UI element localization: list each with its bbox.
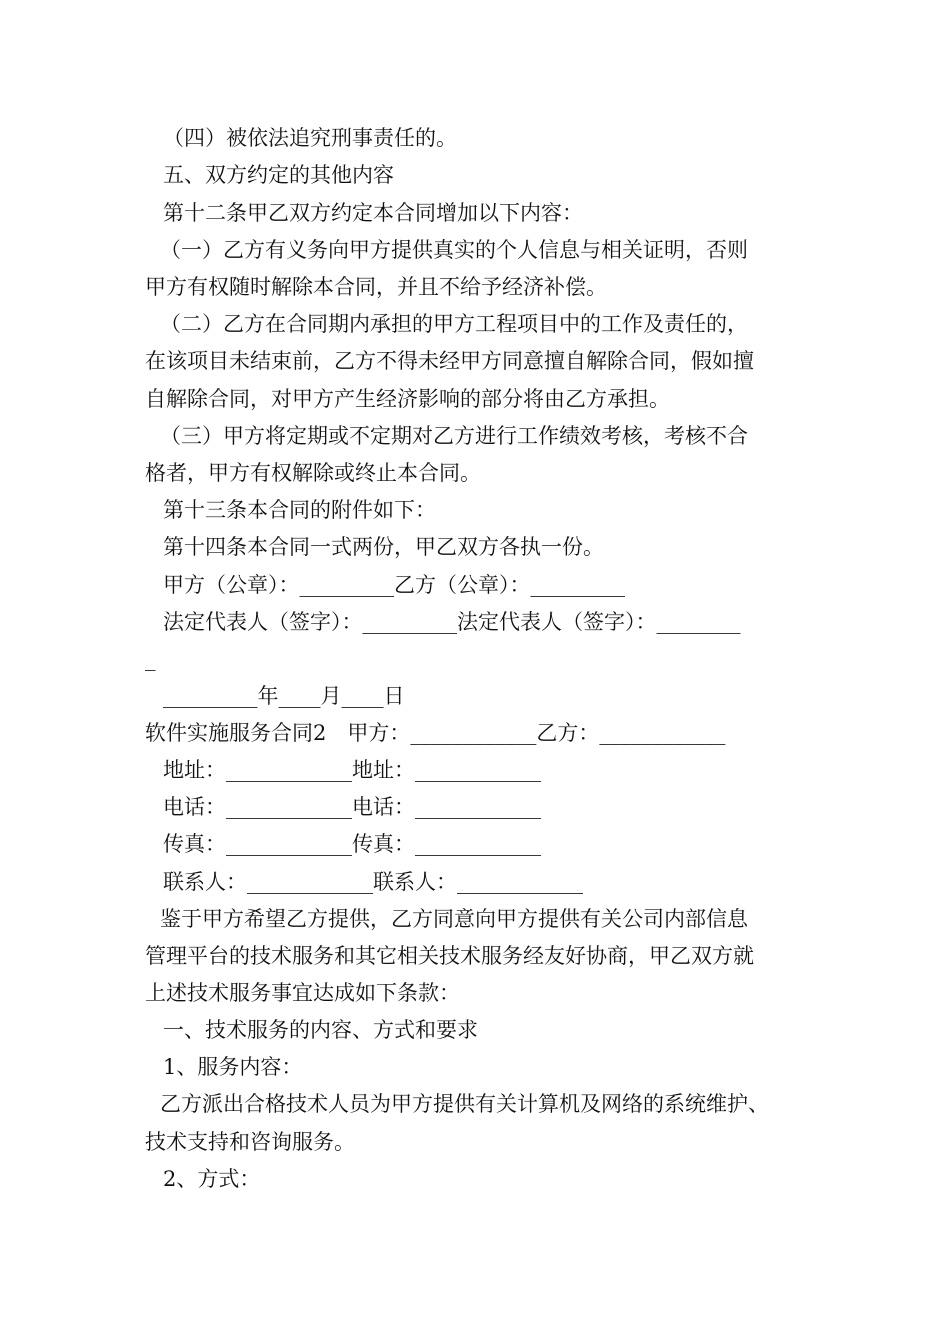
text-line: 第十三条本合同的附件如下：: [163, 498, 436, 522]
text-line: 乙方派出合格技术人员为甲方提供有关计算机及网络的系统维护、: [160, 1092, 769, 1116]
form-line: 地址：____________地址：____________: [163, 758, 541, 782]
text-line: （一）乙方有义务向甲方提供真实的个人信息与相关证明，否则: [160, 238, 748, 262]
form-line: 联系人：____________联系人：____________: [163, 870, 583, 894]
text-line: 上述技术服务事宜达成如下条款：: [145, 981, 460, 1005]
text-line: 2、方式：: [163, 1167, 261, 1191]
text-line: 管理平台的技术服务和其它相关技术服务经友好协商，甲乙双方就: [145, 944, 754, 968]
contract-title-line: 软件实施服务合同2 甲方：____________乙方：____________: [145, 721, 726, 745]
text-line: （三）甲方将定期或不定期对乙方进行工作绩效考核，考核不合: [160, 424, 748, 448]
text-line: （四）被依法追究刑事责任的。: [163, 126, 457, 150]
section-heading: 五、双方约定的其他内容: [163, 163, 394, 187]
form-line: 电话：____________电话：____________: [163, 795, 541, 819]
text-line: 技术支持和咨询服务。: [145, 1130, 355, 1154]
signature-line: 甲方（公章）：_________乙方（公章）：_________: [163, 573, 625, 597]
text-line: 自解除合同，对甲方产生经济影响的部分将由乙方承担。: [145, 387, 670, 411]
text-line: 格者，甲方有权解除或终止本合同。: [145, 461, 481, 485]
text-line: 第十四条本合同一式两份，甲乙双方各执一份。: [163, 535, 604, 559]
text-line: 鉴于甲方希望乙方提供，乙方同意向甲方提供有关公司内部信息: [160, 907, 748, 931]
text-line: 1、服务内容：: [163, 1055, 303, 1079]
text-line: （二）乙方在合同期内承担的甲方工程项目中的工作及责任的，: [160, 312, 748, 336]
section-heading: 一、技术服务的内容、方式和要求: [163, 1018, 478, 1042]
signature-line: 法定代表人（签字）：_________法定代表人（签字）：________: [163, 610, 741, 634]
date-line: _________年____月____日: [163, 684, 405, 708]
text-line: 在该项目未结束前，乙方不得未经甲方同意擅自解除合同，假如擅: [145, 349, 754, 373]
text-line: _: [145, 647, 156, 671]
text-line: 甲方有权随时解除本合同，并且不给予经济补偿。: [145, 275, 607, 299]
text-line: 第十二条甲乙双方约定本合同增加以下内容：: [163, 201, 583, 225]
form-line: 传真：____________传真：____________: [163, 832, 541, 856]
